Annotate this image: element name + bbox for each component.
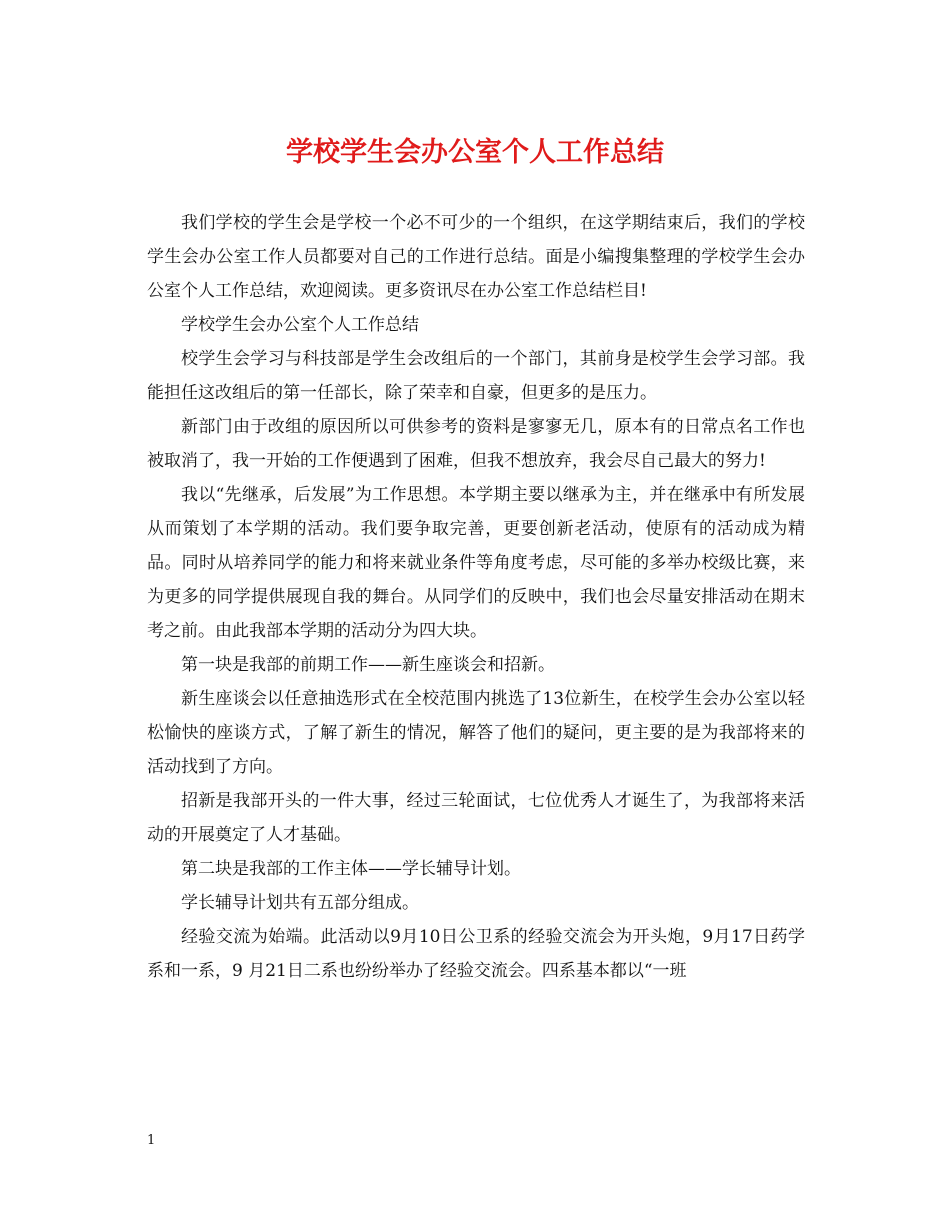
paragraph-orientation: 新生座谈会以任意抽选形式在全校范围内挑选了13位新生，在校学生会办公室以轻松愉快的座谈方式，了解了新生的情况，解答了他们的疑问，更主要的是为我部将来的活动找到了方向。 [147, 689, 805, 777]
paragraph-work-idea: 我以“先继承，后发展”为工作思想。本学期主要以继承为主，并在继承中有所发展从而策划了本学期的活动。我们要争取完善，更要创新老活动，使原有的活动成为精品。同时从培养同学的能力和将来就业条件等角度考虑，尽可能的多举办校级比赛，来为更多的同学提供展现自我的舞台。从同学们的反映中，我们也会尽量安排活动在期末考之前。由此我部本学期的活动分为四大块。 [147, 485, 805, 641]
document-title: 学校学生会办公室个人工作总结 [286, 137, 664, 168]
page-number: 1 [147, 1133, 156, 1148]
paragraph-plan-parts: 学长辅导计划共有五部分组成。 [181, 893, 419, 913]
paragraph-experience: 经验交流为始端。此活动以9月10日公卫系的经验交流会为开头炮，9月17日药学系和一系，9 月21日二系也纷纷举办了经验交流会。四系基本都以“一班 [147, 927, 805, 981]
paragraph-second-block: 第二块是我部的工作主体——学长辅导计划。 [181, 859, 521, 879]
paragraph-first-block: 第一块是我部的前期工作——新生座谈会和招新。 [181, 655, 555, 675]
paragraph-subtitle: 学校学生会办公室个人工作总结 [181, 315, 419, 335]
document-body [147, 206, 805, 988]
paragraph-department: 校学生会学习与科技部是学生会改组后的一个部门，其前身是校学生会学习部。我能担任这改组后的第一任部长，除了荣幸和自豪，但更多的是压力。 [147, 349, 805, 403]
paragraph-intro: 我们学校的学生会是学校一个必不可少的一个组织，在这学期结束后，我们的学校学生会办公室工作人员都要对自己的工作进行总结。面是小编搜集整理的学校学生会办公室个人工作总结，欢迎阅读。更多资讯尽在办公室工作总结栏目! [147, 213, 805, 301]
paragraph-difficulty: 新部门由于改组的原因所以可供参考的资料是寥寥无几，原本有的日常点名工作也被取消了，我一开始的工作便遇到了困难，但我不想放弃，我会尽自己最大的努力! [147, 417, 805, 471]
paragraph-recruitment: 招新是我部开头的一件大事，经过三轮面试，七位优秀人才诞生了，为我部将来活动的开展奠定了人才基础。 [147, 791, 805, 845]
